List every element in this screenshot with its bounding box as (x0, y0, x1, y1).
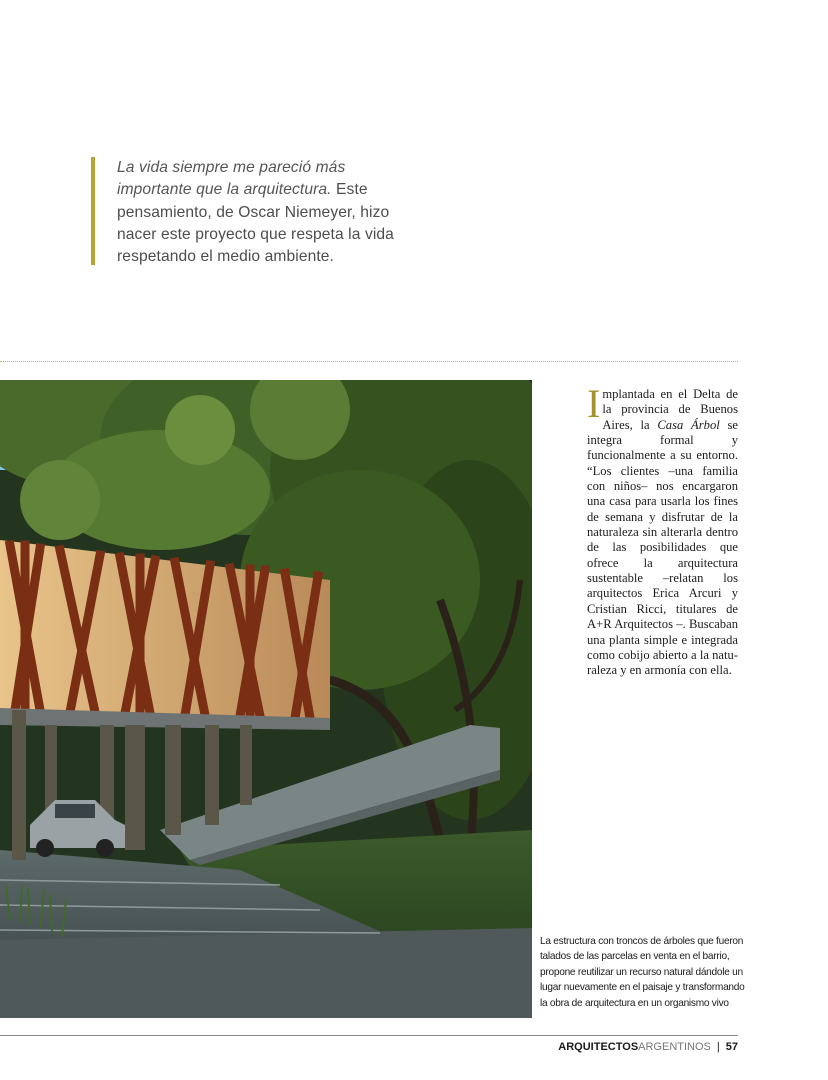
article-paragraph (587, 381, 739, 679)
brand-light: ARGENTINOS (638, 1041, 711, 1053)
photo-caption: La estructura con troncos de árboles que fueron talados de las parcelas en venta en el barrio, propone reutilizar un recurso natural dándole un lugar nuevamente en el paisaje y transformando la obra de arquitectura en un organismo vivo (540, 936, 745, 1009)
footer-separator: | (716, 1041, 720, 1053)
drop-cap: I (587, 381, 601, 426)
architecture-photo (0, 380, 532, 1018)
page-footer (558, 1041, 738, 1053)
pull-quote-italic: La vida siempre me pareció más importante que la arquitectura. (117, 159, 346, 199)
house-name: Casa Árbol (657, 417, 720, 432)
body-part-1: mplantada en el Delta de la provincia de Buenos Aires, la (602, 387, 738, 432)
brand-bold: ARQUITECTOS (558, 1041, 639, 1053)
pull-quote-rest: Este pensamiento, de Oscar Niemeyer, hizo nacer este proyecto que respeta la vida respetando el medio ambiente. (117, 181, 394, 266)
body-part-2: se integra formal y funcionalmente a su entorno. “Los clientes –una familia con niños– nos encargaron una casa para usarla los fines de semana y disfrutar de la naturaleza sin alterarla dentro de las posibilidades que ofrece la arquitectura sustentable –relatan los arquitectos Erica Arcuri y Cristian Ricci, titulares de A+R Arquitectos –. Buscaban una planta simple e integrada como cobijo abierto a la naturaleza y en armonía con ella. (587, 417, 739, 678)
pull-quote-text (117, 157, 421, 268)
page-number: 57 (725, 1041, 738, 1053)
footer-divider (0, 1035, 738, 1036)
article-body (587, 381, 739, 679)
dotted-divider (0, 361, 738, 362)
pull-quote (91, 157, 421, 265)
